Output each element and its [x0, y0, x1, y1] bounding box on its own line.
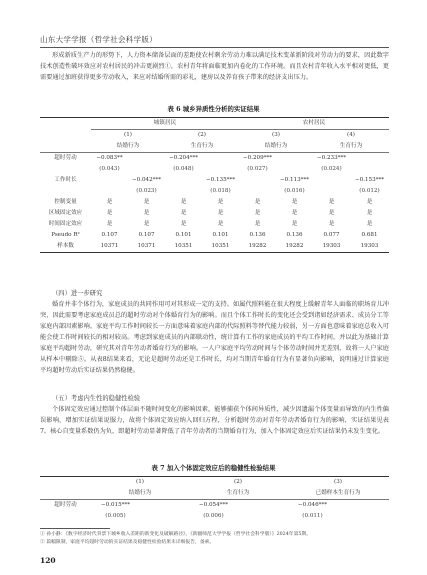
- page-number: 120: [40, 556, 56, 565]
- table6-row-label: 样本数: [57, 243, 74, 249]
- table7-se: (0.005): [105, 513, 126, 519]
- table6-cell: 0.136: [249, 232, 266, 238]
- table6-cell: 是: [366, 210, 373, 216]
- section5-paragraph: [40, 404, 389, 437]
- section5-heading: （五）考虑内生性的稳健性检验: [52, 395, 141, 402]
- table6-cell: 是: [180, 221, 187, 227]
- table6-cell: −0.209***: [242, 155, 273, 161]
- table6-cell: 是: [143, 199, 150, 205]
- table6-se: (0.012): [359, 188, 380, 194]
- table6-behavior-header: 生育行为: [339, 143, 363, 149]
- table6-cell: −0.233***: [316, 155, 347, 161]
- table6-row-label: 区域固定效应: [48, 210, 83, 216]
- table7-cell: −0.054***: [198, 502, 229, 508]
- table6-cell: 是: [291, 210, 298, 216]
- table6-se: (0.018): [210, 188, 231, 194]
- table6-cell: 是: [217, 221, 224, 227]
- table6-cell: 是: [143, 221, 150, 227]
- table6-cell: 是: [106, 221, 113, 227]
- table7: [40, 476, 389, 522]
- table6-group-rural: 农村居民: [239, 118, 389, 130]
- table6-cell: 10371: [137, 243, 156, 249]
- table6-cell: 是: [217, 199, 224, 205]
- header-rule: [40, 47, 389, 48]
- table6-cell: 是: [328, 199, 335, 205]
- table6-row-label: 超时劳动: [54, 155, 77, 161]
- table7-col-header: (2): [234, 479, 242, 485]
- footnote-2: ② 篇幅限制，家庭平均超时劳动的实证结果及稳健性检验结果未详细报告，备索。: [40, 540, 215, 545]
- table6-row-label: Pseudo R²: [51, 232, 80, 238]
- table7-cell: −0.046***: [297, 502, 328, 508]
- table6-cell: 19303: [360, 243, 379, 249]
- table7-se: (0.011): [302, 513, 323, 519]
- table6-se: (0.016): [284, 188, 305, 194]
- table6-row-label: 时间固定效应: [48, 221, 83, 227]
- section4-paragraph: [40, 299, 389, 376]
- footnotes: [40, 531, 389, 547]
- table7-cell: −0.015***: [100, 502, 131, 508]
- table6-cell: 是: [291, 199, 298, 205]
- table6-col-header: (3): [272, 132, 280, 138]
- table7-col-header: (1): [136, 479, 144, 485]
- footnote-rule: [40, 528, 110, 529]
- table6-row-label: 工作时长: [54, 177, 77, 183]
- table7-behavior-header: 生育行为: [226, 490, 250, 496]
- table6-cell: 19282: [248, 243, 267, 249]
- table6-col-header: (2): [198, 132, 206, 138]
- table6-cell: 是: [254, 221, 261, 227]
- table6-se: (0.043): [99, 166, 120, 172]
- table6-behavior-header: 生育行为: [190, 143, 214, 149]
- table6-cell: 0.107: [138, 232, 155, 238]
- table6-cell: 0.101: [212, 232, 229, 238]
- table6-cell: 10371: [100, 243, 119, 249]
- table7-behavior-header: 结婚行为: [128, 490, 152, 496]
- table6-title: 表 6 城乡异质性分析的实证结果: [167, 105, 260, 113]
- table6-cell: 是: [254, 199, 261, 205]
- table6-se: (0.024): [321, 166, 342, 172]
- table6-cell: 19282: [285, 243, 304, 249]
- table6-cell: −0.204***: [168, 155, 199, 161]
- table6-cell: 是: [328, 221, 335, 227]
- table6-cell: 是: [143, 210, 150, 216]
- table6-cell: 是: [106, 199, 113, 205]
- table6-cell: −0.113***: [279, 177, 310, 183]
- table6-cell: 0.136: [286, 232, 303, 238]
- table6-cell: 是: [366, 199, 373, 205]
- section5-paragraph-text: 个体固定效应通过控制个体层面不随时间变化的影响因素，能够捕获个体间异质性，减少因遗漏个体变量而导致的内生性偏误影响，增加实证结果说服力，故将个体固定效应纳入回归方程，分析超时劳动对青年劳动者婚育行为的影响，实证结果见表7。核心自变量系数仍为负，即超时劳动显著降低了青年劳动者的当期婚育行为，加入个体固定效应后实证结果仍未发生变化。: [40, 406, 389, 435]
- table6-cell: 是: [328, 210, 335, 216]
- table6-cell: 是: [180, 199, 187, 205]
- table6-cell: 是: [254, 210, 261, 216]
- table6-cell: 是: [180, 210, 187, 216]
- table6: [40, 117, 389, 253]
- table6-behavior-header: 结婚行为: [264, 143, 288, 149]
- intro-paragraph: [40, 50, 389, 83]
- table6-cell: 0.681: [361, 232, 378, 238]
- table6-col-header: (1): [124, 132, 132, 138]
- table6-cell: 0.077: [323, 232, 340, 238]
- table7-se: (0.006): [203, 513, 224, 519]
- table6-se: (0.048): [173, 166, 194, 172]
- table6-cell: 是: [106, 210, 113, 216]
- table7-col-header: (3): [334, 479, 342, 485]
- table6-corner: [40, 118, 91, 130]
- table6-se: (0.023): [136, 188, 157, 194]
- table6-group-urban: 城镇居民: [91, 118, 239, 130]
- table6-cell: 是: [217, 210, 224, 216]
- table6-cell: −0.153***: [354, 177, 385, 183]
- table6-cell: −0.083**: [96, 155, 123, 161]
- table6-cell: 0.101: [175, 232, 192, 238]
- table6-cell: 是: [291, 221, 298, 227]
- table7-behavior-header: 已婚样本生育行为: [315, 490, 361, 496]
- table6-se: (0.027): [247, 166, 268, 172]
- table6-row-label: 控制变量: [54, 199, 77, 205]
- table7-title: 表 7 加入个体固定效应后的稳健性检验结果: [151, 464, 276, 472]
- section4-paragraph-text: 婚育并非个体行为，家庭成员的共同作用可对其形成一定的支持。如属代照料能在很大程度上缓解青年人面临的职场育儿冲突，因此需要考虑家庭成员总的超时劳动对个体婚育行为的影响。而且个体工作时长的变化还会受到诸如经济需求、成员分工等家庭内部因素影响。家庭平均工作时间较长一方面意味着家庭内部的代际照料等替代能力较弱，另一方面也意味着家庭总收入可能会使工作时间较长的相对较高。考虑到家庭成员的内部联动性，统计算有工作的家庭成员的平均工作时间，并以此为基础计算家庭平均超时劳动，研究其对青年劳动者婚育行为的影响。一人户家庭平均劳动时间与个体劳动时间并无差别，故将一人户家庭从样本中剔除⑤。从表8结果来看，无论是超时劳动还是工作时长，均对当期青年婚育行为有显著负向影响，说明通过计算家庭平均超时劳动后实证结果仍然稳健。: [40, 301, 389, 374]
- table6-col-header: (4): [347, 132, 355, 138]
- intro-paragraph-text: 形成新质生产力的形势下，人力资本储备层面的差距使农村剩余劳动力难以满足技术变革新阶段对劳动力的要求，因此数字技术创造性破坏效应对农村居民的冲击更剧烈①，农村青年将面临更加内卷化的工作环境。而且农村青年收入水平相对更低，更需要通过加班获得更多劳动收入，来应对结婚所需的彩礼，建房以及养育孩子带来的经济支出压力。: [40, 52, 389, 81]
- table6-cell: 0.107: [101, 232, 118, 238]
- table6-cell: −0.135***: [205, 177, 236, 183]
- table7-row-label: 超时劳动: [54, 502, 77, 508]
- section4-heading: （四）进一步研究: [52, 290, 103, 297]
- table6-cell: −0.042***: [131, 177, 162, 183]
- table6-cell: 10351: [174, 243, 193, 249]
- table6-cell: 19303: [322, 243, 341, 249]
- table6-behavior-header: 结婚行为: [116, 143, 140, 149]
- running-head: 山东大学学报（哲学社会科学版）: [40, 35, 157, 44]
- table6-cell: 10351: [211, 243, 230, 249]
- table6-cell: 是: [366, 221, 373, 227]
- footnote-1: ① 孙小静：《数字经济时代背景下城乡收入差距的新变化及破解路径》，《新疆师范大学学报（哲学社会科学版）》2024年第5期。: [40, 532, 312, 537]
